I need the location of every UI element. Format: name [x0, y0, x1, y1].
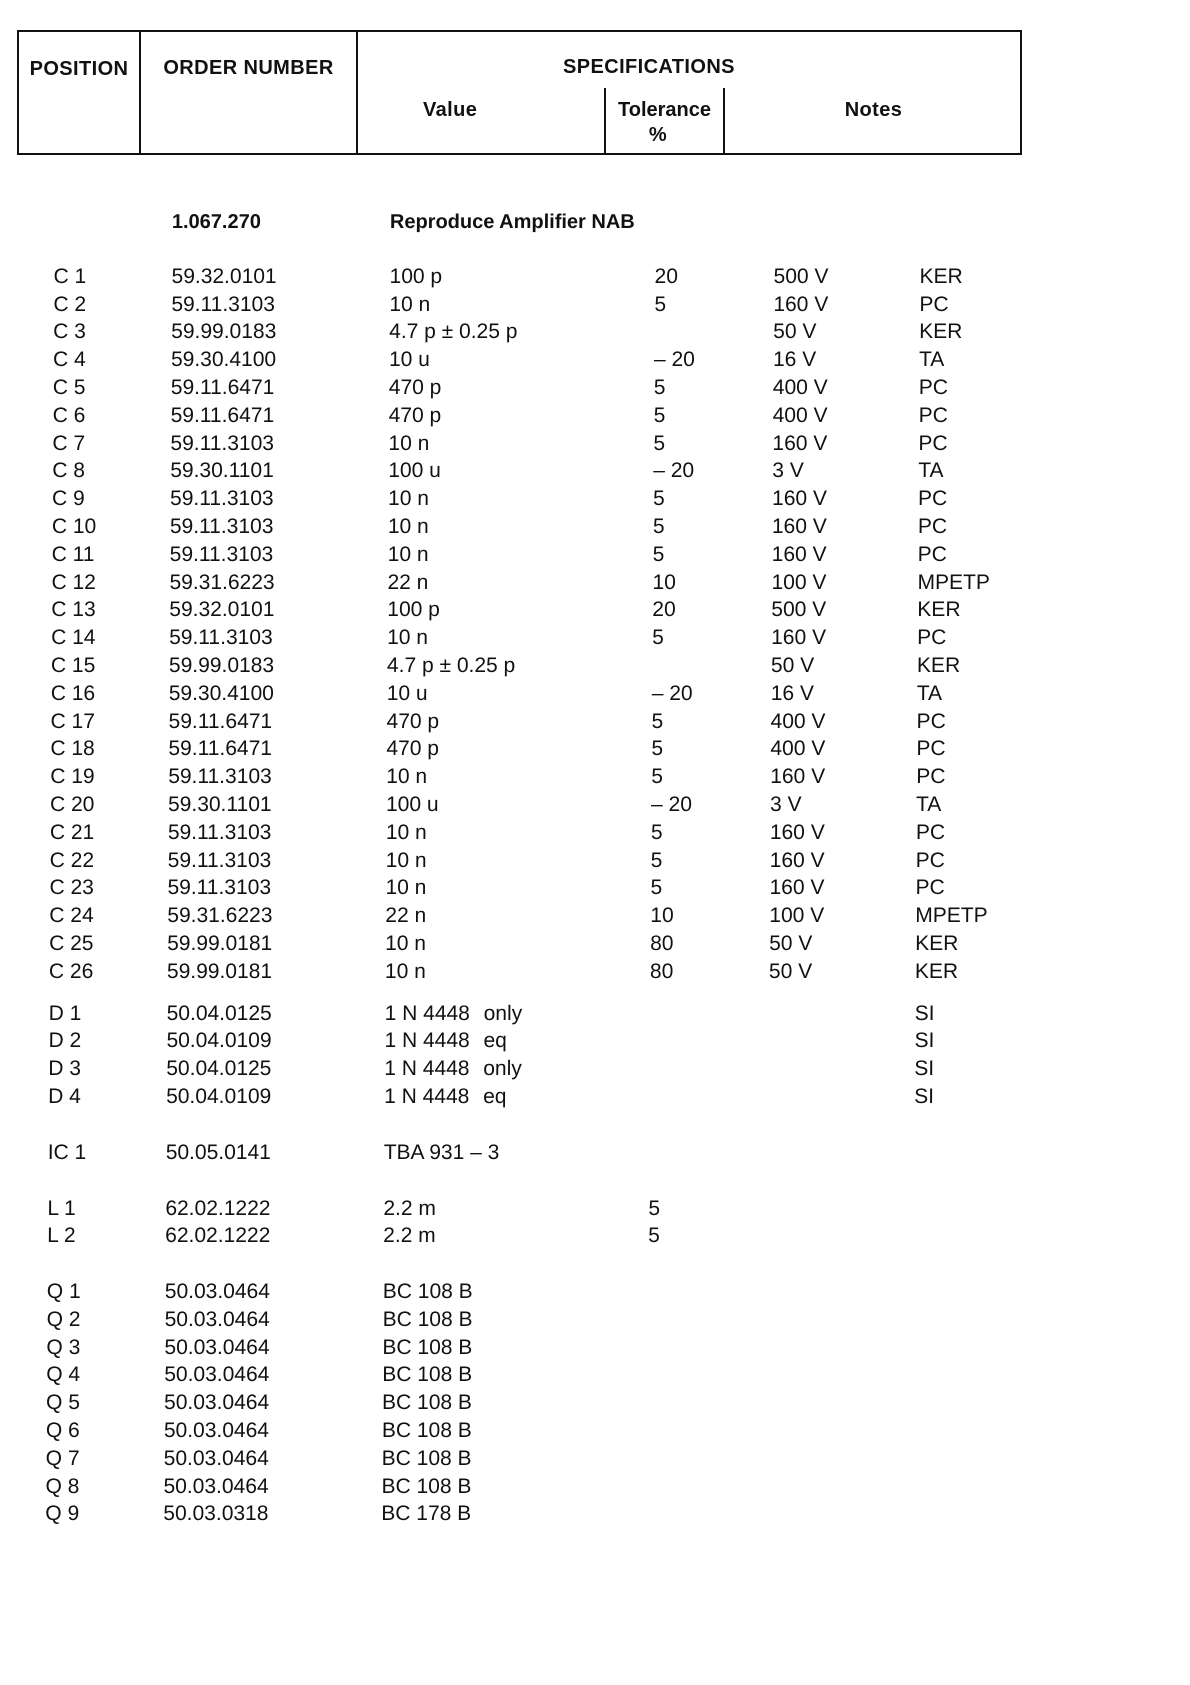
order-number-cell: 59.11.3103	[170, 487, 274, 511]
table-row	[0, 402, 1189, 430]
type-cell: PC	[917, 514, 948, 538]
table-row	[0, 847, 1186, 875]
type-cell: PC	[918, 487, 948, 511]
position-cell: C 25	[49, 931, 94, 955]
value-cell: 10 u	[386, 681, 428, 705]
specifications-header: SPECIFICATIONS	[563, 56, 735, 78]
position-cell: C 14	[51, 626, 96, 650]
position-cell: D 1	[48, 1001, 82, 1025]
tolerance-cell: – 20	[650, 792, 693, 816]
position-cell: Q 6	[45, 1419, 80, 1443]
order-number-cell: 59.11.6471	[168, 709, 273, 733]
order-number-cell: 50.04.0109	[166, 1029, 272, 1053]
voltage-cell: 16 V	[770, 681, 815, 705]
order-number-cell: 59.99.0181	[166, 959, 273, 983]
voltage-cell: 160 V	[770, 765, 826, 789]
position-cell: C 18	[50, 737, 95, 761]
tolerance-cell: 5	[648, 1224, 660, 1248]
value-cell: BC 108 B	[382, 1363, 473, 1387]
tolerance-cell: 5	[652, 626, 664, 650]
type-cell: PC	[918, 431, 948, 455]
tolerance-cell: 5	[651, 737, 664, 761]
position-cell: C 26	[48, 959, 94, 983]
tolerance-cell: 5	[650, 820, 663, 844]
voltage-cell: 160 V	[772, 431, 828, 455]
order-number-cell: 50.03.0464	[164, 1307, 270, 1331]
position-cell: C 11	[51, 542, 95, 566]
table-row	[0, 819, 1186, 847]
type-cell: PC	[919, 292, 949, 316]
voltage-cell: 400 V	[772, 403, 828, 427]
tolerance-cell: – 20	[653, 348, 695, 372]
value-cell: 10 n	[387, 514, 429, 538]
value-cell: BC 178 B	[381, 1502, 472, 1526]
order-number-cell: 50.04.0125	[166, 1001, 272, 1025]
tolerance-cell: 5	[650, 848, 663, 872]
value-cell: 22 n	[385, 904, 427, 928]
table-row	[0, 930, 1185, 958]
type-cell: SI	[914, 1029, 935, 1053]
table-row	[0, 1139, 1184, 1167]
order-number-cell: 59.11.3103	[169, 626, 273, 650]
position-cell: C 22	[49, 848, 95, 872]
tolerance-cell: 80	[649, 959, 674, 983]
tolerance-cell: 5	[651, 709, 664, 733]
position-cell: C 24	[49, 904, 94, 928]
type-cell: PC	[915, 876, 945, 900]
position-cell: Q 7	[45, 1446, 80, 1470]
tolerance-cell: 5	[654, 292, 667, 316]
order-number-cell: 50.04.0109	[166, 1084, 272, 1108]
voltage-cell: 500 V	[771, 598, 827, 622]
voltage-cell: 100 V	[771, 570, 827, 594]
table-row	[0, 569, 1188, 597]
position-cell: C 9	[52, 487, 85, 511]
order-number-cell: 59.30.4100	[168, 681, 274, 705]
tolerance-cell: 20	[654, 264, 678, 288]
table-row	[0, 1306, 1183, 1334]
order-number-cell: 59.30.1101	[170, 459, 274, 483]
position-cell: C 16	[50, 681, 96, 705]
order-number-cell: 50.03.0318	[163, 1502, 269, 1526]
tolerance-cell: 20	[652, 598, 676, 622]
order-number-cell: 59.11.6471	[170, 403, 275, 427]
value-cell: 470 p	[386, 709, 440, 733]
table-row	[0, 457, 1188, 485]
type-cell: TA	[916, 681, 943, 705]
position-cell: C 17	[50, 709, 96, 733]
tolerance-cell: 80	[650, 931, 674, 955]
group-ic	[0, 1139, 1184, 1167]
voltage-cell: 400 V	[770, 737, 826, 761]
table-row	[0, 430, 1189, 458]
table-row	[0, 1500, 1181, 1528]
value-cell: 100 p	[387, 598, 440, 622]
value-cell: 10 n	[384, 959, 426, 983]
value-cell: 4.7 p ± 0.25 p	[386, 653, 516, 677]
position-cell: C 12	[51, 570, 96, 594]
table-row	[0, 1417, 1182, 1445]
position-cell: C 21	[49, 820, 95, 844]
type-cell: PC	[917, 626, 947, 650]
column-divider	[139, 30, 141, 155]
table-row	[0, 346, 1189, 374]
value-cell: BC 108 B	[381, 1419, 472, 1443]
qualifier-cell: only	[483, 1057, 522, 1081]
order-number-cell: 59.30.4100	[170, 348, 277, 372]
tolerance-cell: 5	[653, 375, 666, 399]
order-number-cell: 59.32.0101	[169, 598, 275, 622]
qualifier-cell: eq	[483, 1029, 507, 1053]
table-row	[0, 485, 1188, 513]
type-cell: TA	[918, 459, 944, 483]
assembly-title: Reproduce Amplifier NAB	[389, 211, 635, 233]
order-number-cell: 59.11.3103	[167, 820, 272, 844]
type-cell: SI	[914, 1057, 935, 1081]
order-number-cell: 59.11.3103	[170, 431, 275, 455]
position-cell: IC 1	[47, 1140, 87, 1164]
value-cell: 10 u	[388, 348, 430, 372]
voltage-cell: 50 V	[773, 320, 817, 344]
order-number-cell: 50.05.0141	[165, 1140, 271, 1164]
type-cell: TA	[915, 792, 942, 816]
position-cell: Q 9	[45, 1502, 80, 1526]
table-row	[0, 541, 1188, 569]
type-cell: MPETP	[917, 570, 990, 594]
column-divider	[356, 30, 358, 155]
voltage-cell: 3 V	[769, 792, 802, 816]
value-cell: 1 N 4448	[384, 1084, 470, 1108]
type-cell: PC	[917, 542, 947, 566]
position-cell: Q 1	[46, 1280, 81, 1304]
order-number-cell: 50.03.0464	[163, 1474, 269, 1498]
value-cell: 10 n	[387, 542, 429, 566]
qualifier-cell: only	[483, 1001, 523, 1025]
tolerance-cell: 5	[653, 403, 666, 427]
value-cell: 10 n	[389, 292, 431, 316]
table-row	[0, 652, 1187, 680]
order-number-cell: 50.03.0464	[163, 1419, 270, 1443]
table-row	[0, 624, 1187, 652]
tolerance-cell: – 20	[651, 681, 693, 705]
value-cell: BC 108 B	[382, 1335, 473, 1359]
order-number-cell: 50.04.0125	[166, 1057, 272, 1081]
value-cell: 10 n	[386, 765, 428, 789]
table-row	[0, 874, 1186, 902]
qualifier-cell: eq	[483, 1084, 507, 1108]
order-number-cell: 50.03.0464	[164, 1280, 271, 1304]
tolerance-cell: – 20	[653, 459, 695, 483]
value-cell: 10 n	[388, 487, 430, 511]
group-diodes	[0, 1000, 1185, 1111]
table-row	[0, 1278, 1183, 1306]
value-cell: BC 108 B	[381, 1474, 472, 1498]
table-row	[0, 1055, 1184, 1083]
type-cell: KER	[919, 264, 963, 288]
position-cell: D 3	[48, 1057, 82, 1081]
table-row	[0, 902, 1185, 930]
table-row	[0, 735, 1187, 763]
order-number-cell: 50.03.0464	[163, 1446, 269, 1470]
tolerance-cell: 5	[651, 765, 663, 789]
order-number-cell: 59.31.6223	[169, 570, 275, 594]
value-cell: 100 p	[389, 264, 443, 288]
notes-column-header: Notes	[844, 99, 903, 121]
assembly-order-number: 1.067.270	[171, 211, 261, 233]
type-cell: SI	[914, 1001, 935, 1025]
type-cell: PC	[916, 765, 946, 789]
position-cell: Q 8	[45, 1474, 80, 1498]
order-number-cell: 59.31.6223	[167, 904, 273, 928]
order-number-cell: 50.03.0464	[164, 1335, 270, 1359]
position-cell: C 23	[49, 876, 94, 900]
position-cell: C 20	[49, 792, 95, 816]
position-cell: C 19	[50, 765, 95, 789]
position-cell: Q 4	[46, 1363, 81, 1387]
position-cell: C 1	[53, 264, 87, 288]
voltage-cell: 160 V	[769, 820, 825, 844]
table-row	[0, 1222, 1183, 1250]
order-number-cell: 59.11.6471	[168, 737, 273, 761]
group-inductors	[0, 1195, 1183, 1251]
value-cell: 1 N 4448	[384, 1001, 470, 1025]
order-number-cell: 59.99.0181	[167, 931, 273, 955]
value-cell: 4.7 p ± 0.25 p	[389, 320, 518, 344]
order-number-cell: 59.32.0101	[171, 264, 277, 288]
type-cell: MPETP	[915, 904, 988, 928]
value-cell: BC 108 B	[381, 1446, 472, 1470]
tolerance-column-header: Tolerance	[618, 99, 711, 121]
position-cell: Q 2	[46, 1307, 81, 1331]
table-row	[0, 1445, 1182, 1473]
table-row	[0, 1361, 1182, 1389]
table-row	[0, 958, 1185, 986]
table-row	[0, 1195, 1183, 1223]
value-cell: 10 n	[385, 931, 427, 955]
position-cell: Q 5	[46, 1391, 81, 1415]
order-number-cell: 50.03.0464	[164, 1363, 270, 1387]
position-cell: C 6	[52, 403, 86, 427]
order-number-cell: 59.11.3103	[167, 876, 272, 900]
position-cell: L 2	[47, 1224, 76, 1248]
table-row	[0, 1334, 1183, 1362]
value-cell: BC 108 B	[382, 1280, 473, 1304]
value-cell: 22 n	[387, 570, 429, 594]
value-cell: 10 n	[385, 848, 427, 872]
order-number-cell: 59.30.1101	[167, 792, 272, 816]
tolerance-cell: 5	[652, 542, 665, 566]
table-header-box	[17, 30, 1022, 155]
voltage-cell: 400 V	[772, 375, 828, 399]
voltage-cell: 100 V	[769, 904, 825, 928]
position-cell: C 7	[52, 431, 86, 455]
value-column-header: Value	[423, 99, 478, 121]
table-row	[0, 596, 1187, 624]
value-cell: 1 N 4448	[384, 1029, 470, 1053]
value-cell: BC 108 B	[382, 1307, 473, 1331]
position-cell: C 8	[52, 459, 86, 483]
tolerance-cell: 5	[648, 1196, 661, 1220]
order-number-cell: 59.11.6471	[170, 375, 275, 399]
position-cell: C 3	[53, 320, 86, 344]
voltage-cell: 160 V	[772, 487, 828, 511]
value-cell: BC 108 B	[382, 1391, 473, 1415]
type-cell: PC	[915, 848, 945, 872]
order-number-cell: 59.11.3103	[169, 542, 274, 566]
type-cell: PC	[915, 820, 946, 844]
table-row	[0, 1083, 1184, 1111]
tolerance-cell: 5	[653, 487, 665, 511]
value-cell: TBA 931 – 3	[383, 1140, 500, 1164]
table-row	[0, 708, 1187, 736]
table-row	[0, 680, 1187, 708]
table-row	[0, 1473, 1182, 1501]
table-row	[0, 1389, 1182, 1417]
voltage-cell: 500 V	[773, 264, 829, 288]
tolerance-cell: 10	[652, 570, 676, 594]
position-cell: D 4	[48, 1084, 81, 1108]
order-number-cell: 59.99.0183	[168, 653, 275, 677]
order-number-cell: 59.11.3103	[171, 292, 275, 316]
value-cell: 2.2 m	[383, 1224, 436, 1248]
value-cell: 100 u	[388, 459, 441, 483]
type-cell: KER	[915, 931, 959, 955]
voltage-cell: 160 V	[773, 292, 829, 316]
order-number-cell: 50.03.0464	[164, 1391, 270, 1415]
type-cell: PC	[916, 709, 946, 733]
value-cell: 470 p	[388, 403, 442, 427]
value-cell: 1 N 4448	[384, 1057, 470, 1081]
tolerance-cell: 5	[650, 876, 663, 900]
value-cell: 10 n	[385, 820, 427, 844]
voltage-cell: 160 V	[769, 848, 825, 872]
order-number-column-header: ORDER NUMBER	[163, 57, 334, 79]
table-row	[0, 263, 1190, 291]
table-row	[0, 291, 1189, 319]
value-cell: 470 p	[386, 737, 440, 761]
table-row	[0, 791, 1186, 819]
parts-list	[0, 209, 1190, 1528]
voltage-cell: 50 V	[770, 653, 815, 677]
value-cell: 10 n	[388, 431, 430, 455]
table-row	[0, 1027, 1185, 1055]
position-cell: C 2	[53, 292, 87, 316]
group-transistors	[0, 1278, 1183, 1528]
position-cell: C 15	[50, 653, 96, 677]
voltage-cell: 160 V	[771, 626, 827, 650]
type-cell: KER	[914, 959, 959, 983]
position-cell: L 1	[47, 1196, 76, 1220]
position-cell: Q 3	[46, 1335, 81, 1359]
order-number-cell: 62.02.1222	[165, 1196, 271, 1220]
position-cell: C 10	[51, 514, 97, 538]
tolerance-cell: 10	[650, 904, 674, 928]
position-cell: C 4	[52, 348, 86, 372]
voltage-cell: 400 V	[770, 709, 826, 733]
type-cell: KER	[919, 320, 963, 344]
order-number-cell: 59.11.3103	[169, 514, 274, 538]
tolerance-unit: %	[648, 124, 668, 146]
group-capacitors	[0, 263, 1190, 986]
voltage-cell: 160 V	[769, 876, 825, 900]
order-number-cell: 59.99.0183	[171, 320, 277, 344]
table-row	[0, 318, 1189, 346]
value-cell: 100 u	[385, 792, 439, 816]
position-cell: C 5	[52, 375, 86, 399]
value-cell: 2.2 m	[383, 1196, 436, 1220]
section-heading	[0, 209, 1190, 237]
type-cell: PC	[916, 737, 946, 761]
order-number-cell: 59.11.3103	[167, 848, 272, 872]
order-number-cell: 59.11.3103	[168, 765, 272, 789]
order-number-cell: 62.02.1222	[165, 1224, 271, 1248]
value-cell: 10 n	[385, 876, 427, 900]
position-cell: D 2	[48, 1029, 82, 1053]
tolerance-cell: 5	[652, 514, 665, 538]
type-cell: TA	[918, 348, 945, 372]
position-column-header: POSITION	[29, 58, 129, 80]
voltage-cell: 50 V	[768, 959, 813, 983]
table-row	[0, 1000, 1185, 1028]
type-cell: PC	[918, 403, 948, 427]
type-cell: KER	[916, 653, 961, 677]
voltage-cell: 16 V	[772, 348, 817, 372]
type-cell: PC	[918, 375, 949, 399]
position-cell: C 13	[51, 598, 96, 622]
value-cell: 470 p	[388, 375, 442, 399]
type-cell: KER	[917, 598, 961, 622]
table-row	[0, 763, 1186, 791]
table-row	[0, 513, 1188, 541]
voltage-cell: 160 V	[771, 542, 827, 566]
type-cell: SI	[914, 1084, 935, 1108]
voltage-cell: 50 V	[769, 931, 813, 955]
voltage-cell: 160 V	[771, 514, 827, 538]
value-cell: 10 n	[387, 626, 429, 650]
table-row	[0, 374, 1189, 402]
voltage-cell: 3 V	[772, 459, 804, 483]
tolerance-cell: 5	[653, 431, 666, 455]
